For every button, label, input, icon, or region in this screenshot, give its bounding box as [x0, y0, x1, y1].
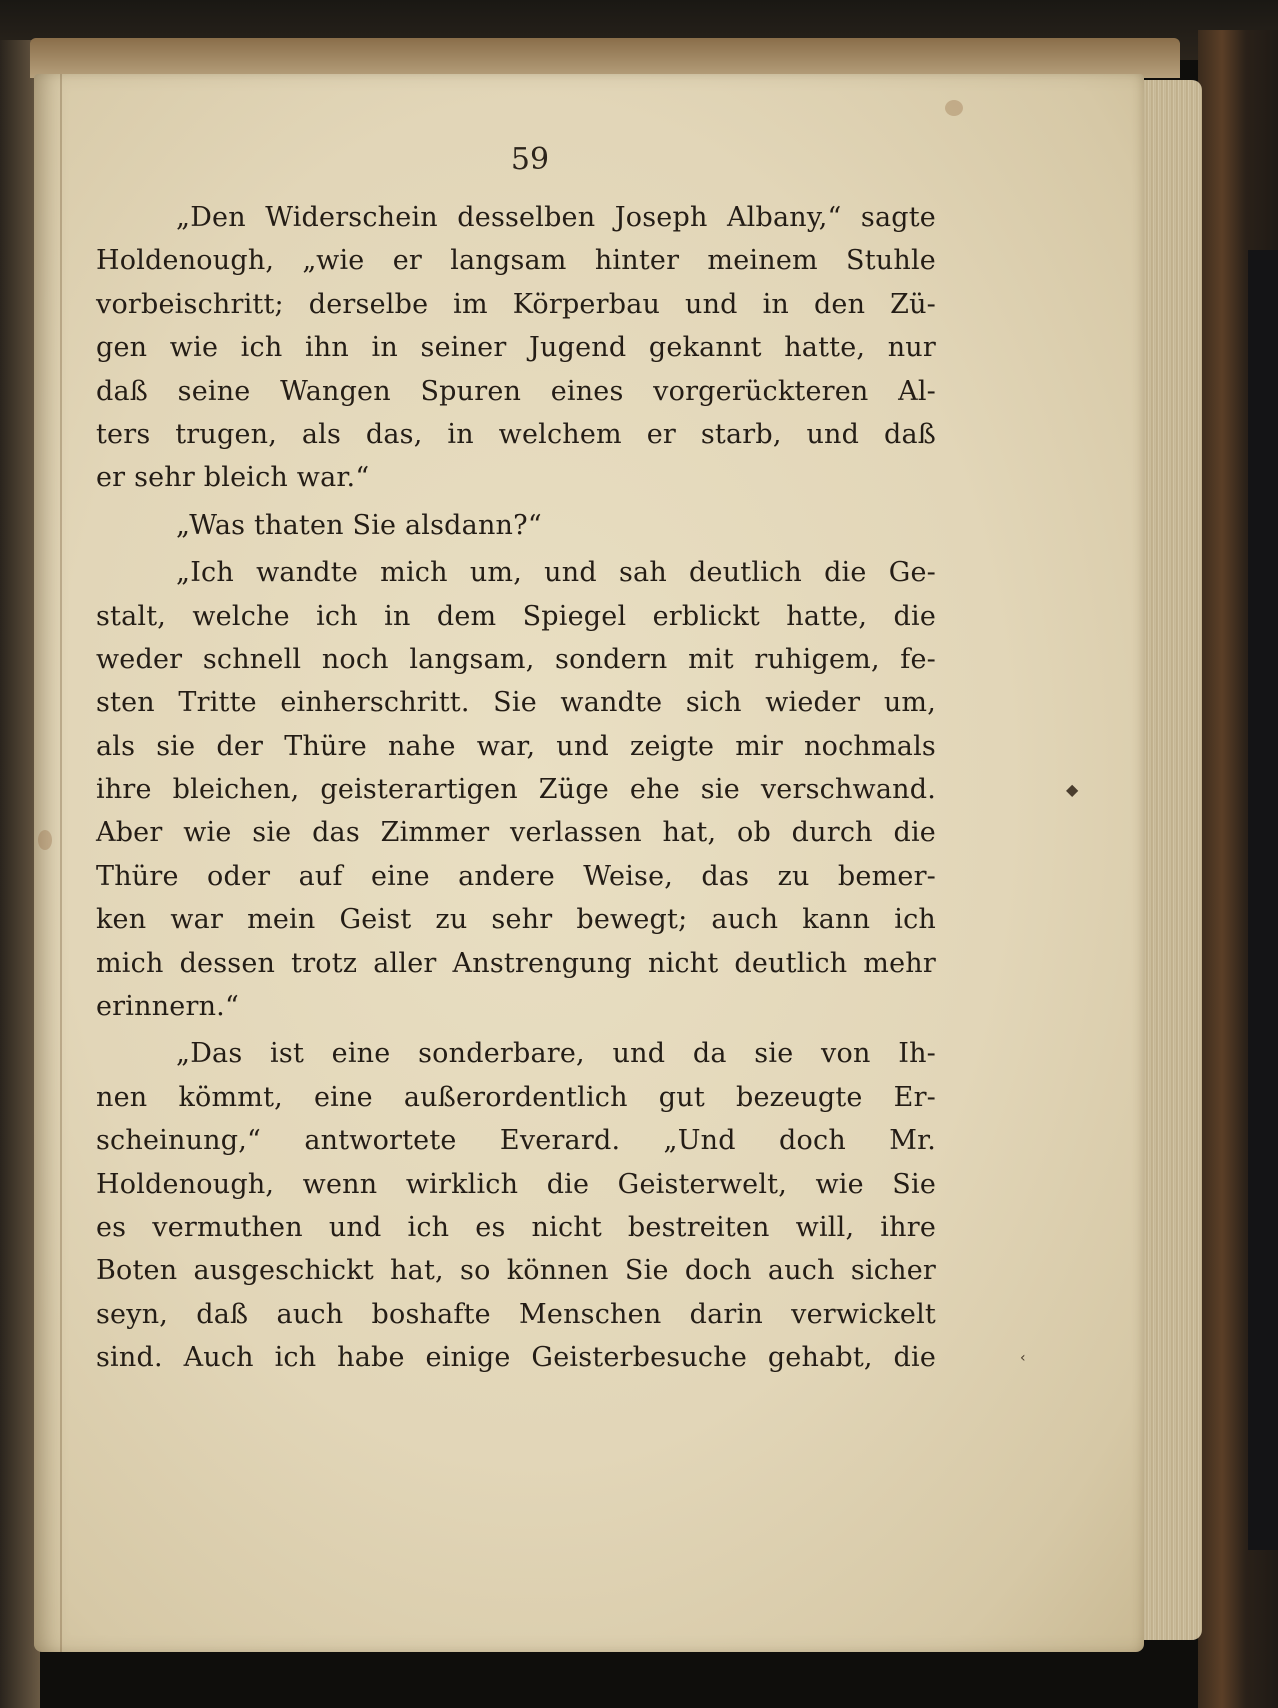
text-line: weder schnell noch langsam, sondern mit ruhigem, fe-: [96, 643, 936, 675]
gutter-shadow: [60, 74, 62, 1652]
text-line: gen wie ich ihn in seiner Jugend gekannt hatte, nur: [96, 332, 936, 364]
pencil-mark: ‹: [1020, 1350, 1026, 1366]
text-line: Boten ausgeschickt hat, so können Sie doch auch sicher: [96, 1255, 936, 1287]
text-line: „Den Widerschein desselben Joseph Albany,“ sagte: [176, 202, 936, 233]
text-line: als sie der Thüre nahe war, und zeigte mir nochmals: [96, 730, 936, 762]
text-line: „Was thaten Sie alsdann?“: [176, 509, 542, 541]
text-line: sten Tritte einherschritt. Sie wandte sich wieder um,: [96, 687, 936, 719]
text-line: vorbeischritt; derselbe im Körperbau und in den Zü-: [96, 288, 936, 320]
text-line: er sehr bleich war.“: [96, 462, 370, 494]
book-cover-edge: [1248, 250, 1278, 1550]
text-line: sind. Auch ich habe einige Geisterbesuche gehabt, die: [96, 1342, 936, 1374]
text-line: Aber wie sie das Zimmer verlassen hat, ob durch die: [96, 817, 936, 849]
text-line: erinnern.“: [96, 991, 239, 1023]
text-line: nen kömmt, eine außerordentlich gut bezeugte Er-: [96, 1081, 936, 1113]
text-line: scheinung,“ antwortete Everard. „Und doch Mr.: [96, 1125, 936, 1157]
text-line: Holdenough, „wie er langsam hinter meinem Stuhle: [96, 245, 936, 277]
text-line: „Das ist eine sonderbare, und da sie von Ih-: [176, 1038, 936, 1070]
text-line: ken war mein Geist zu sehr bewegt; auch kann ich: [96, 904, 936, 936]
text-line: daß seine Wangen Spuren eines vorgerückteren Al-: [96, 375, 936, 407]
text-line: Thüre oder auf eine andere Weise, das zu bemer-: [96, 860, 936, 892]
paper-stain: [38, 830, 52, 850]
text-line: seyn, daß auch boshafte Menschen darin verwickelt: [96, 1298, 936, 1330]
paper-stain: [945, 100, 963, 116]
text-line: mich dessen trotz aller Anstrengung nicht deutlich mehr: [96, 947, 936, 979]
pencil-mark: ◆: [1066, 780, 1079, 799]
page-number: 59: [510, 142, 550, 177]
text-line: stalt, welche ich in dem Spiegel erblickt hatte, die: [96, 600, 936, 632]
text-line: ters trugen, als das, in welchem er starb, und daß: [96, 418, 936, 450]
book-spine-top: [30, 38, 1180, 78]
text-line: Holdenough, wenn wirklich die Geisterwelt, wie Sie: [96, 1168, 936, 1200]
body-text: [96, 196, 936, 1380]
text-line: „Ich wandte mich um, und sah deutlich die Ge-: [176, 557, 936, 589]
text-line: es vermuthen und ich es nicht bestreiten will, ihre: [96, 1211, 936, 1243]
text-line: ihre bleichen, geisterartigen Züge ehe sie verschwand.: [96, 774, 936, 806]
